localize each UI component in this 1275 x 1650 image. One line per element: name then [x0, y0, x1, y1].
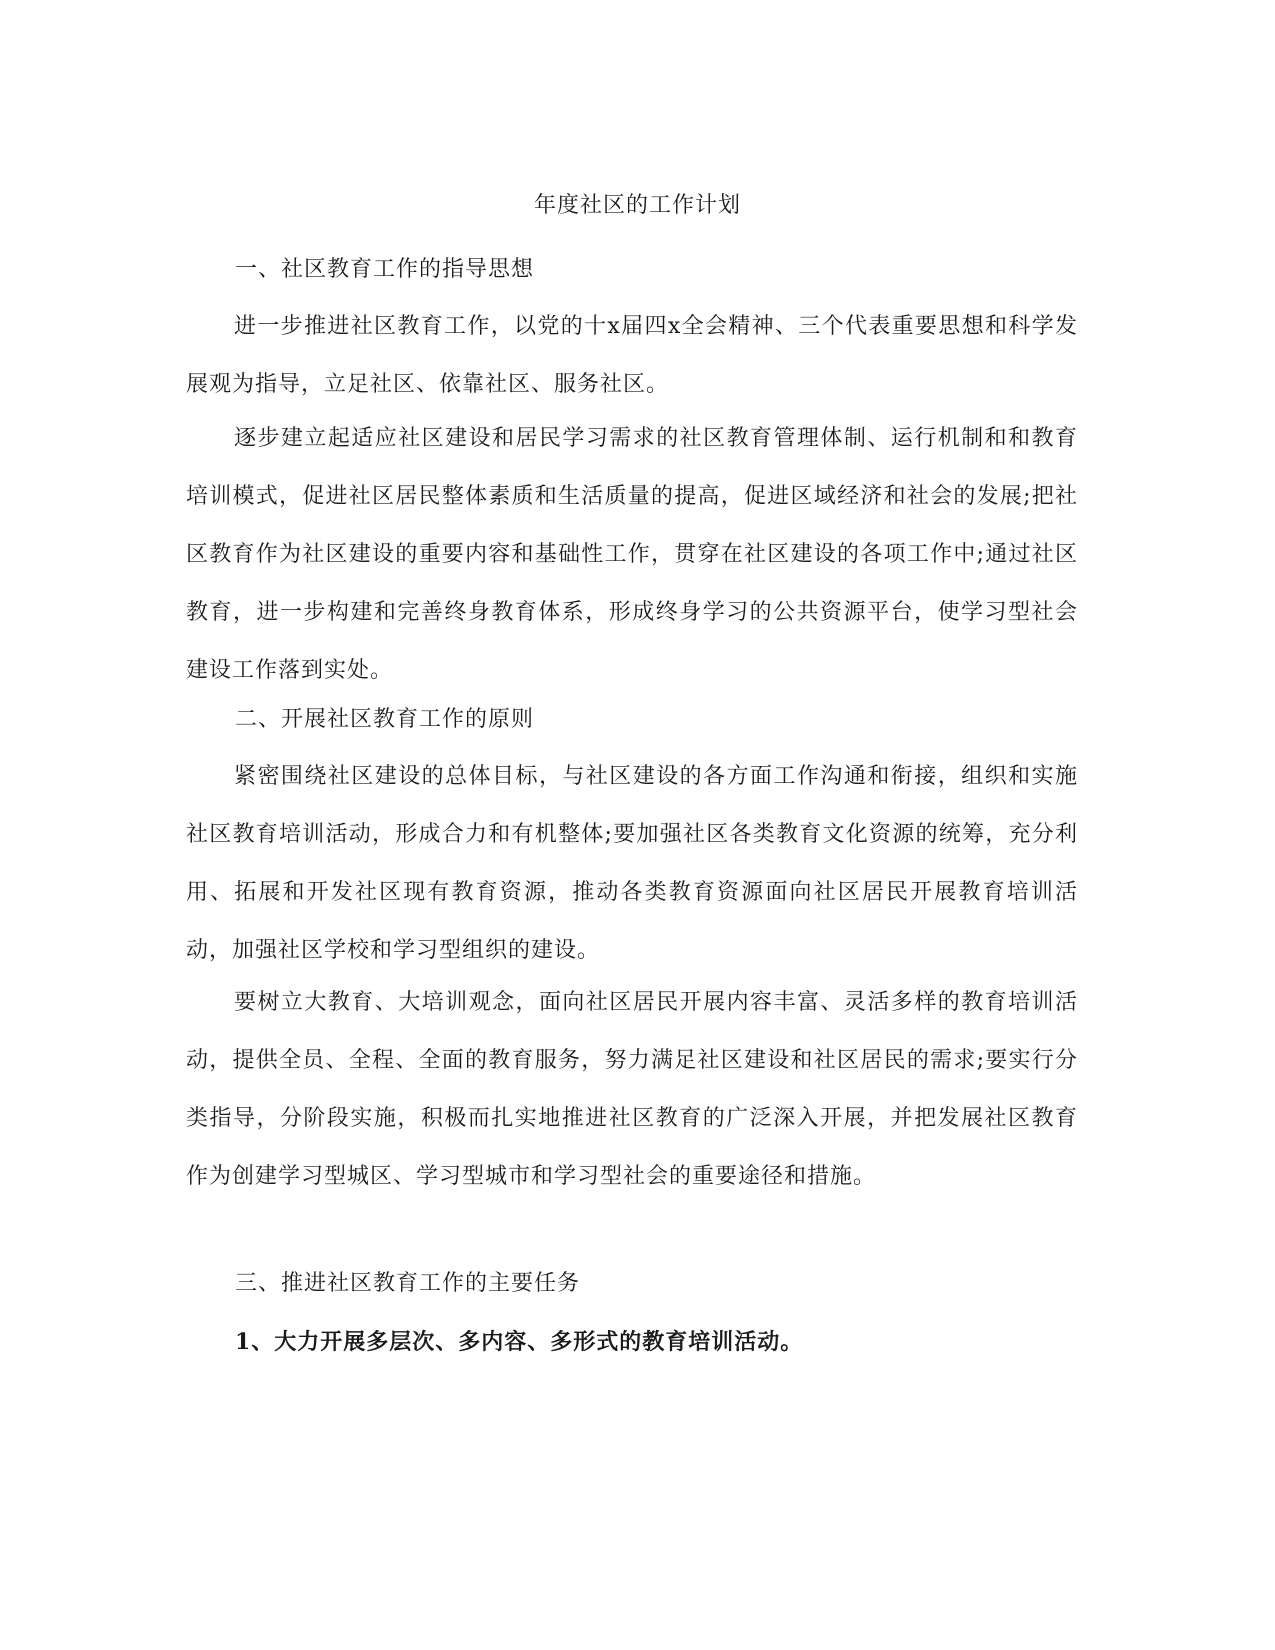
paragraph-1-2: 逐步建立起适应社区建设和居民学习需求的社区教育管理体制、运行机制和和教育培训模式，促进社区居民整体素质和生活质量的提高，促进区域经济和社会的发展;把社区教育作为社区建设的重要内容和基础性工作，贯穿在社区建设的各项工作中;通过社区教育，进一步构建和完善终身教育体系，形成终身学习的公共资源平台，使学习型社会建设工作落到实处。: [186, 426, 1078, 683]
paragraph-2-2: 要树立大教育、大培训观念，面向社区居民开展内容丰富、灵活多样的教育培训活动，提供全员、全程、全面的教育服务，努力满足社区建设和社区居民的需求;要实行分类指导，分阶段实施，积极而扎实地推进社区教育的广泛深入开展，并把发展社区教育作为创建学习型城区、学习型城市和学习型社会的重要途径和措施。: [186, 990, 1078, 1189]
paragraph-1-1: 进一步推进社区教育工作，以党的十x届四x全会精神、三个代表重要思想和科学发展观为指导，立足社区、依靠社区、服务社区。: [186, 314, 1078, 397]
document-title: 年度社区的工作计划: [533, 193, 741, 218]
paragraph-2-1: 紧密围绕社区建设的总体目标，与社区建设的各方面工作沟通和衔接，组织和实施社区教育培训活动，形成合力和有机整体;要加强社区各类教育文化资源的统筹，充分利用、拓展和开发社区现有教育资源，推动各类教育资源面向社区居民开展教育培训活动，加强社区学校和学习型组织的建设。: [186, 764, 1078, 963]
section-heading-2: 二、开展社区教育工作的原则: [235, 707, 535, 732]
section-heading-1: 一、社区教育工作的指导思想: [235, 257, 535, 282]
subheading-3-1: 1、大力开展多层次、多内容、多形式的教育培训活动。: [235, 1329, 804, 1355]
section-heading-3: 三、推进社区教育工作的主要任务: [235, 1271, 581, 1296]
